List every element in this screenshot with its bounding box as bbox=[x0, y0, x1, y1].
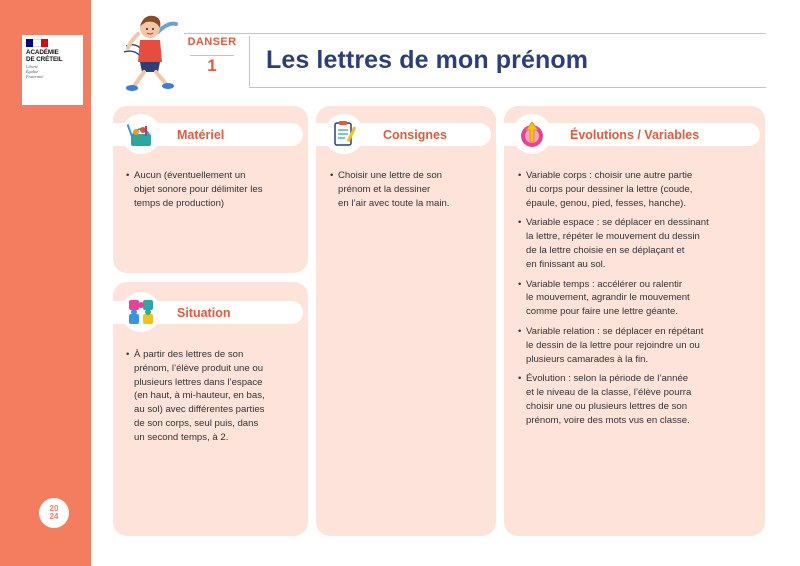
discipline-block bbox=[184, 36, 240, 76]
evolutions-list bbox=[518, 169, 763, 434]
materiel-list bbox=[126, 169, 306, 216]
shopping-basket-icon bbox=[121, 114, 161, 154]
list-item: • Variable temps : accélérer ou ralentir le mouvement, agrandir le mouvement comme pour faire une lettre géante. bbox=[518, 278, 763, 319]
growth-arrow-icon bbox=[512, 114, 552, 154]
consignes-list bbox=[330, 169, 494, 216]
header-rule-top bbox=[184, 33, 766, 34]
badge-top: 20 bbox=[49, 504, 59, 513]
list-item: • Variable relation : se déplacer en répétant le dessin de la lettre pour rejoindre un ou plusieurs camarades à la fin. bbox=[518, 325, 763, 366]
card-situation bbox=[113, 282, 308, 536]
heading-situation: Situation bbox=[177, 305, 231, 320]
discipline-divider bbox=[190, 55, 234, 56]
card-evolutions bbox=[504, 106, 765, 536]
list-item: • Variable corps : choisir une autre partie du corps pour dessiner la lettre (coude, épaule, genou, pied, fesses, hanche). bbox=[518, 169, 763, 210]
motto-line: Liberté bbox=[26, 64, 39, 69]
card-materiel bbox=[113, 106, 308, 273]
header-rule-bottom bbox=[249, 87, 766, 88]
clipboard-pencil-icon bbox=[324, 114, 364, 154]
discipline-number: 1 bbox=[207, 56, 217, 75]
sidebar bbox=[0, 0, 91, 566]
heading-evolutions: Évolutions / Variables bbox=[570, 127, 700, 142]
card-consignes bbox=[316, 106, 496, 536]
dancing-child-illustration bbox=[120, 12, 180, 92]
academie-logo bbox=[22, 35, 83, 105]
list-item: • Évolution : selon la période de l’année et le niveau de la classe, l’élève pourra choisir une ou plusieurs lettres de son prénom, voire des mots vus en classe. bbox=[518, 372, 763, 427]
page-title: Les lettres de mon prénom bbox=[266, 46, 589, 74]
olympic-2024-badge bbox=[39, 498, 69, 528]
puzzle-pieces-icon bbox=[121, 292, 161, 332]
motto-line: Égalité bbox=[26, 68, 39, 74]
list-item: • Aucun (éventuellement un objet sonore pour délimiter les temps de production) bbox=[126, 169, 306, 210]
logo-line-1: ACADÉMIE bbox=[26, 49, 59, 56]
discipline-label: DANSER bbox=[187, 36, 237, 48]
situation-list bbox=[126, 348, 306, 451]
heading-consignes: Consignes bbox=[383, 127, 447, 142]
french-flag-icon bbox=[26, 39, 48, 47]
list-item: • Variable espace : se déplacer en dessinant la lettre, répéter le mouvement du dessin de la lettre choisie en se déplaçant et en finissant au sol. bbox=[518, 216, 763, 271]
badge-bottom: 24 bbox=[49, 512, 59, 521]
logo-line-2: DE CRÉTEIL bbox=[26, 56, 63, 63]
motto-line: Fraternité bbox=[26, 73, 44, 79]
list-item: • À partir des lettres de son prénom, l’élève produit une ou plusieurs lettres dans l’espace (en haut, à mi-hauteur, en bas, au sol) avec différentes parties de son corps, seul puis, dans un second temps, à 2. bbox=[126, 348, 306, 445]
heading-materiel: Matériel bbox=[177, 127, 225, 142]
header-vertical-divider bbox=[249, 36, 250, 86]
logo-motto bbox=[26, 65, 79, 79]
list-item: • Choisir une lettre de son prénom et la dessiner en l’air avec toute la main. bbox=[330, 169, 494, 210]
